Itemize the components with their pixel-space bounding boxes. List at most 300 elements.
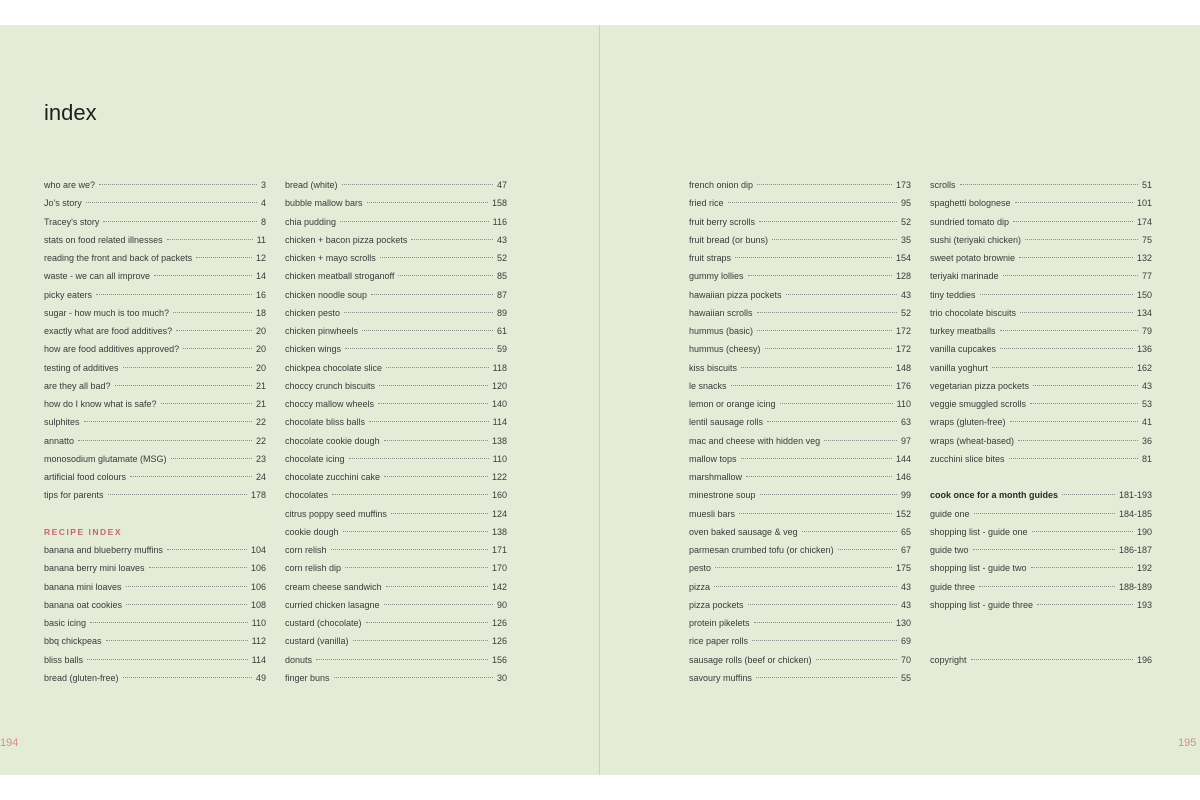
dot-leader — [343, 531, 488, 532]
dot-leader — [84, 421, 252, 422]
entry-page-number: 154 — [895, 253, 911, 263]
dot-leader — [167, 549, 247, 550]
index-entry — [44, 486, 266, 504]
index-entry — [689, 304, 911, 322]
entry-page-number: 95 — [900, 198, 911, 209]
index-entry — [44, 340, 266, 358]
index-entry — [689, 267, 911, 285]
dot-leader — [345, 348, 493, 349]
entry-page-number: 110 — [896, 399, 911, 409]
dot-leader — [728, 202, 897, 203]
dot-leader — [108, 494, 247, 495]
dot-leader — [1015, 202, 1133, 203]
entry-page-number: 122 — [491, 472, 507, 482]
entry-label: chocolate bliss balls — [285, 417, 366, 428]
index-spacer — [44, 505, 266, 523]
dot-leader — [714, 586, 897, 587]
dot-leader — [171, 458, 252, 459]
dot-leader — [979, 586, 1115, 587]
entry-page-number: 128 — [895, 271, 911, 282]
entry-label: guide two — [930, 545, 969, 555]
entry-label: lemon or orange icing — [689, 399, 776, 409]
entry-page-number: 90 — [496, 599, 507, 610]
entry-label: how do I know what is safe? — [44, 399, 157, 409]
index-entry — [930, 578, 1152, 596]
index-entry — [930, 651, 1152, 669]
dot-leader — [992, 367, 1133, 368]
index-entry — [689, 486, 911, 504]
entry-page-number: 20 — [255, 362, 266, 373]
entry-page-number: 16 — [255, 289, 266, 300]
entry-label: vanilla cupcakes — [930, 344, 997, 355]
entry-label: french onion dip — [689, 180, 754, 190]
entry-label: tiny teddies — [930, 289, 976, 300]
dot-leader — [366, 622, 488, 623]
entry-label: turkey meatballs — [930, 326, 996, 336]
entry-label: corn relish — [285, 545, 327, 555]
dot-leader — [316, 659, 488, 660]
index-entry — [689, 249, 911, 267]
entry-label: fruit straps — [689, 253, 732, 263]
dot-leader — [746, 476, 892, 477]
index-entry — [689, 286, 911, 304]
entry-page-number: 77 — [1141, 271, 1152, 282]
index-entry — [44, 377, 266, 395]
index-entry — [689, 632, 911, 650]
dot-leader — [87, 659, 248, 660]
index-entry — [689, 176, 911, 194]
entry-label: pesto — [689, 563, 712, 574]
entry-label: zucchini slice bites — [930, 453, 1005, 464]
entry-page-number: 108 — [250, 599, 266, 610]
index-entry — [689, 340, 911, 358]
index-entry — [930, 559, 1152, 577]
entry-page-number: 140 — [491, 399, 507, 409]
entry-page-number: 138 — [491, 526, 507, 537]
entry-page-number: 52 — [496, 253, 507, 263]
index-entry — [44, 468, 266, 486]
dot-leader — [1013, 221, 1133, 222]
entry-label: marshmallow — [689, 472, 743, 482]
entry-page-number: 172 — [895, 326, 911, 336]
dot-leader — [1031, 567, 1133, 568]
index-entry — [930, 176, 1152, 194]
entry-label: le snacks — [689, 380, 727, 391]
index-entry — [930, 231, 1152, 249]
dot-leader — [96, 294, 252, 295]
index-entry — [44, 194, 266, 212]
entry-label: Tracey's story — [44, 216, 100, 227]
entry-label: bliss balls — [44, 654, 84, 665]
entry-page-number: 43 — [1141, 380, 1152, 391]
dot-leader — [86, 202, 257, 203]
entry-page-number: 24 — [255, 472, 266, 482]
entry-page-number: 114 — [492, 417, 507, 428]
index-entry — [285, 651, 507, 669]
entry-label: cookie dough — [285, 526, 339, 537]
entry-page-number: 124 — [491, 508, 507, 519]
dot-leader — [161, 403, 252, 404]
entry-page-number: 3 — [260, 180, 266, 190]
entry-page-number: 134 — [1136, 307, 1152, 318]
index-entry — [930, 340, 1152, 358]
index-entry — [689, 194, 911, 212]
entry-label: exactly what are food additives? — [44, 326, 173, 336]
entry-page-number: 81 — [1141, 453, 1152, 464]
entry-label: hummus (cheesy) — [689, 344, 761, 355]
entry-page-number: 99 — [900, 490, 911, 501]
index-entry — [689, 377, 911, 395]
dot-leader — [715, 567, 892, 568]
dot-leader — [384, 604, 493, 605]
entry-page-number: 47 — [496, 180, 507, 190]
dot-leader — [384, 476, 488, 477]
entry-page-number: 55 — [900, 672, 911, 683]
index-entry — [44, 450, 266, 468]
dot-leader — [1003, 275, 1138, 276]
dot-leader — [1030, 403, 1138, 404]
index-entry — [689, 413, 911, 431]
entry-label: shopping list - guide two — [930, 563, 1027, 574]
index-entry — [930, 413, 1152, 431]
dot-leader — [824, 440, 897, 441]
section-heading — [44, 523, 266, 541]
dot-leader — [344, 312, 493, 313]
entry-page-number: 65 — [900, 526, 911, 537]
entry-page-number: 79 — [1141, 326, 1152, 336]
entry-page-number: 52 — [900, 216, 911, 227]
entry-page-number: 126 — [491, 636, 507, 647]
entry-label: artificial food colours — [44, 472, 127, 482]
entry-page-number: 59 — [496, 344, 507, 355]
entry-label: pizza — [689, 581, 711, 592]
index-entry — [285, 249, 507, 267]
dot-leader — [1018, 440, 1138, 441]
index-entry — [930, 541, 1152, 559]
entry-label: chickpea chocolate slice — [285, 362, 383, 373]
entry-page-number: 176 — [895, 380, 911, 391]
entry-page-number: 23 — [255, 453, 266, 464]
entry-page-number: 171 — [491, 545, 507, 555]
index-entry — [285, 340, 507, 358]
entry-page-number: 114 — [251, 654, 266, 665]
dot-leader — [731, 385, 892, 386]
entry-page-number: 152 — [895, 508, 911, 519]
page-gutter — [599, 25, 600, 775]
entry-page-number: 190 — [1136, 526, 1152, 537]
dot-leader — [1032, 531, 1133, 532]
index-title: index — [44, 100, 97, 125]
dot-leader — [973, 549, 1115, 550]
entry-label: chicken + mayo scrolls — [285, 253, 376, 263]
entry-label: how are food additives approved? — [44, 344, 180, 355]
index-entry — [930, 304, 1152, 322]
dot-leader — [786, 294, 897, 295]
index-spacer — [930, 614, 1152, 632]
entry-page-number: 170 — [491, 563, 507, 574]
entry-label: fried rice — [689, 198, 724, 209]
dot-leader — [154, 275, 252, 276]
index-entry — [44, 432, 266, 450]
dot-leader — [123, 367, 252, 368]
index-entry — [285, 194, 507, 212]
index-entry — [285, 541, 507, 559]
index-entry — [285, 578, 507, 596]
entry-page-number: 118 — [492, 362, 507, 373]
entry-page-number: 106 — [250, 581, 266, 592]
index-entry — [689, 541, 911, 559]
index-entry — [689, 231, 911, 249]
entry-page-number: 85 — [496, 271, 507, 282]
index-entry — [689, 450, 911, 468]
index-entry — [44, 578, 266, 596]
dot-leader — [980, 294, 1133, 295]
entry-label: sulphites — [44, 417, 80, 428]
entry-label: oven baked sausage & veg — [689, 526, 798, 537]
dot-leader — [739, 513, 892, 514]
entry-label: choccy mallow wheels — [285, 399, 375, 409]
dot-leader — [331, 549, 488, 550]
index-entry — [689, 322, 911, 340]
entry-label: chicken meatball stroganoff — [285, 271, 395, 282]
index-entry — [285, 559, 507, 577]
index-entry — [689, 669, 911, 687]
entry-label: chocolate cookie dough — [285, 435, 380, 446]
dot-leader — [1000, 348, 1133, 349]
dot-leader — [1019, 257, 1133, 258]
entry-label: cook once for a month guides — [930, 490, 1059, 501]
index-entry — [285, 486, 507, 504]
entry-page-number: 192 — [1136, 563, 1152, 574]
entry-page-number: 172 — [895, 344, 911, 355]
index-entry — [285, 267, 507, 285]
entry-label: citrus poppy seed muffins — [285, 508, 387, 519]
entry-label: mallow tops — [689, 453, 737, 464]
entry-page-number: 43 — [900, 599, 911, 610]
dot-leader — [960, 184, 1138, 185]
dot-leader — [748, 604, 897, 605]
index-entry — [285, 450, 507, 468]
dot-leader — [123, 677, 252, 678]
entry-label: chicken + bacon pizza pockets — [285, 234, 408, 245]
entry-page-number: 196 — [1136, 654, 1152, 665]
index-entry — [285, 669, 507, 687]
entry-page-number: 14 — [255, 271, 266, 282]
dot-leader — [362, 330, 493, 331]
dot-leader — [99, 184, 257, 185]
entry-label: bread (gluten-free) — [44, 672, 119, 683]
dot-leader — [345, 567, 488, 568]
index-entry — [285, 632, 507, 650]
dot-leader — [349, 458, 489, 459]
dot-leader — [379, 385, 488, 386]
dot-leader — [760, 494, 897, 495]
dot-leader — [130, 476, 252, 477]
entry-page-number: 104 — [250, 545, 266, 555]
dot-leader — [838, 549, 897, 550]
dot-leader — [183, 348, 252, 349]
entry-page-number: 75 — [1141, 234, 1152, 245]
dot-leader — [126, 604, 247, 605]
dot-leader — [741, 458, 892, 459]
entry-page-number: 132 — [1136, 253, 1152, 263]
index-entry — [44, 176, 266, 194]
index-entry — [44, 304, 266, 322]
index-entry — [689, 651, 911, 669]
dot-leader — [772, 239, 897, 240]
index-entry — [285, 596, 507, 614]
index-entry — [44, 632, 266, 650]
index-entry — [689, 614, 911, 632]
entry-label: mac and cheese with hidden veg — [689, 435, 821, 446]
dot-leader — [149, 567, 247, 568]
dot-leader — [752, 640, 897, 641]
dot-leader — [757, 312, 897, 313]
entry-label: banana and blueberry muffins — [44, 545, 163, 555]
index-entry-bold — [930, 486, 1152, 504]
left-page-number: 194 — [0, 737, 19, 749]
index-entry — [930, 249, 1152, 267]
entry-label: banana berry mini loaves — [44, 563, 145, 574]
entry-page-number: 61 — [496, 326, 507, 336]
entry-page-number: 20 — [255, 326, 266, 336]
index-entry — [930, 322, 1152, 340]
index-entry — [44, 541, 266, 559]
dot-leader — [1033, 385, 1138, 386]
index-entry — [930, 432, 1152, 450]
index-entry — [44, 213, 266, 231]
entry-page-number: 67 — [900, 545, 911, 555]
entry-label: chicken pesto — [285, 307, 341, 318]
entry-page-number: 30 — [496, 672, 507, 683]
index-entry — [689, 359, 911, 377]
dot-leader — [1020, 312, 1133, 313]
entry-page-number: 110 — [492, 453, 507, 464]
dot-leader — [386, 586, 488, 587]
entry-page-number: 22 — [255, 417, 266, 428]
entry-label: sundried tomato dip — [930, 216, 1010, 227]
entry-label: custard (chocolate) — [285, 618, 362, 628]
dot-leader — [340, 221, 489, 222]
index-entry — [44, 559, 266, 577]
entry-page-number: 70 — [900, 654, 911, 665]
entry-page-number: 36 — [1141, 435, 1152, 446]
dot-leader — [1010, 421, 1138, 422]
entry-page-number: 142 — [491, 581, 507, 592]
index-entry — [689, 596, 911, 614]
entry-label: monosodium glutamate (MSG) — [44, 453, 167, 464]
index-entry — [44, 267, 266, 285]
entry-label: guide three — [930, 581, 976, 592]
entry-page-number: 178 — [250, 490, 266, 501]
entry-label: annatto — [44, 435, 75, 446]
entry-page-number: 181-193 — [1118, 490, 1152, 501]
dot-leader — [103, 221, 257, 222]
entry-page-number: 136 — [1136, 344, 1152, 355]
dot-leader — [1037, 604, 1133, 605]
entry-page-number: 130 — [895, 618, 911, 628]
entry-label: donuts — [285, 654, 313, 665]
index-entry — [285, 322, 507, 340]
index-spacer — [930, 468, 1152, 486]
entry-label: sausage rolls (beef or chicken) — [689, 654, 812, 665]
index-entry — [930, 213, 1152, 231]
entry-label: teriyaki marinade — [930, 271, 999, 282]
entry-label: pizza pockets — [689, 599, 744, 610]
entry-page-number: 101 — [1136, 198, 1152, 209]
entry-label: hawaiian scrolls — [689, 307, 753, 318]
entry-label: scrolls — [930, 180, 956, 190]
entry-page-number: 175 — [895, 563, 911, 574]
index-entry — [930, 377, 1152, 395]
dot-leader — [748, 275, 892, 276]
index-entry — [930, 596, 1152, 614]
index-entry — [44, 596, 266, 614]
entry-label: bread (white) — [285, 180, 338, 190]
entry-page-number: 35 — [900, 234, 911, 245]
entry-label: fruit bread (or buns) — [689, 234, 769, 245]
dot-leader — [378, 403, 488, 404]
entry-label: chicken pinwheels — [285, 326, 359, 336]
entry-label: corn relish dip — [285, 563, 342, 574]
entry-label: testing of additives — [44, 362, 119, 373]
index-entry — [285, 614, 507, 632]
entry-label: fruit berry scrolls — [689, 216, 756, 227]
entry-label: choccy crunch biscuits — [285, 380, 376, 391]
entry-page-number: 186-187 — [1118, 545, 1152, 555]
entry-page-number: 146 — [895, 472, 911, 482]
entry-label: RECIPE INDEX — [44, 526, 122, 537]
dot-leader — [756, 677, 897, 678]
index-entry — [44, 395, 266, 413]
entry-page-number: 12 — [255, 253, 266, 263]
entry-label: wraps (gluten-free) — [930, 417, 1006, 428]
dot-leader — [106, 640, 248, 641]
entry-label: spaghetti bolognese — [930, 198, 1011, 209]
dot-leader — [757, 184, 892, 185]
entry-page-number: 20 — [255, 344, 266, 355]
entry-label: basic icing — [44, 618, 87, 628]
dot-leader — [391, 513, 488, 514]
dot-leader — [974, 513, 1115, 514]
dot-leader — [167, 239, 253, 240]
index-entry — [930, 267, 1152, 285]
entry-page-number: 52 — [900, 307, 911, 318]
dot-leader — [332, 494, 488, 495]
dot-leader — [176, 330, 252, 331]
entry-page-number: 63 — [900, 417, 911, 428]
entry-page-number: 87 — [496, 289, 507, 300]
dot-leader — [1009, 458, 1138, 459]
entry-label: chocolate icing — [285, 453, 345, 464]
entry-page-number: 174 — [1136, 216, 1152, 227]
entry-label: chicken noodle soup — [285, 289, 368, 300]
entry-label: protein pikelets — [689, 618, 750, 628]
entry-page-number: 188-189 — [1118, 581, 1152, 592]
dot-leader — [353, 640, 488, 641]
dot-leader — [780, 403, 893, 404]
index-entry — [44, 231, 266, 249]
dot-leader — [196, 257, 252, 258]
index-entry — [285, 468, 507, 486]
entry-label: savoury muffins — [689, 672, 752, 683]
entry-page-number: 106 — [250, 563, 266, 574]
index-entry — [285, 432, 507, 450]
entry-label: sweet potato brownie — [930, 253, 1016, 263]
entry-page-number: 18 — [255, 307, 266, 318]
index-entry — [285, 395, 507, 413]
entry-label: cream cheese sandwich — [285, 581, 382, 592]
